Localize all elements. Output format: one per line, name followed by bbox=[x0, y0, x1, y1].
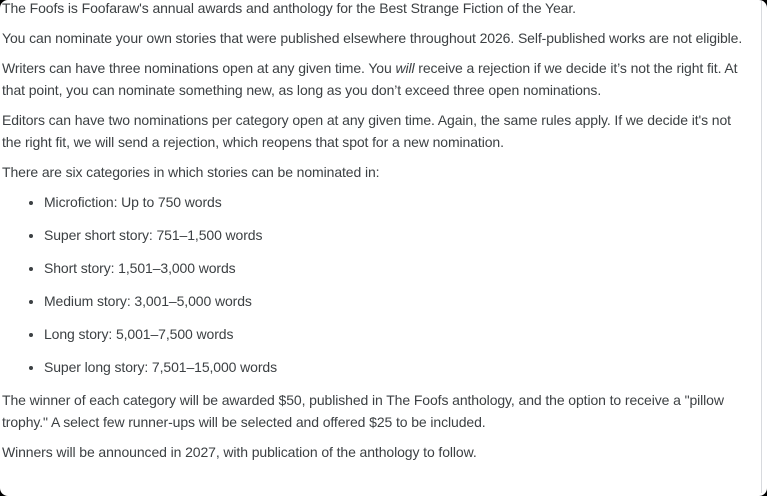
paragraph-writers-rule bbox=[2, 57, 753, 101]
writers-rule-text-before: Writers can have three nominations open at any given time. You bbox=[2, 60, 396, 76]
paragraph-prizes: The winner of each category will be awarded $50, published in The Foofs anthology, and the option to receive a "pillow trophy." A select few runner-ups will be selected and offered $25 to be included. bbox=[2, 392, 724, 430]
list-item-microfiction: • Microfiction: Up to 750 words bbox=[44, 191, 753, 213]
paragraph-categories-intro: There are six categories in which stories can be nominated in: bbox=[2, 164, 380, 180]
paragraph-intro: The Foofs is Foofaraw's annual awards and anthology for the Best Strange Fiction of the Year. bbox=[2, 0, 576, 16]
paragraph-editors-rule: Editors can have two nominations per category open at any given time. Again, the same rules apply. If we decide it's not the right fit, we will send a rejection, which reopens that spot for a new nomination. bbox=[2, 112, 731, 150]
writers-rule-text-after: receive a rejection if we decide it’s not the right fit. At that point, you can nominate something new, as long as you don’t exceed three open nominations. bbox=[2, 60, 738, 98]
list-item-long-story: • Long story: 5,001–7,500 words bbox=[44, 323, 753, 345]
list-item-super-long-story: • Super long story: 7,501–15,000 words bbox=[44, 356, 753, 378]
list-item-super-short-story: • Super short story: 751–1,500 words bbox=[44, 224, 753, 246]
paragraph-announcement: Winners will be announced in 2027, with publication of the anthology to follow. bbox=[2, 444, 477, 460]
list-item-medium-story: • Medium story: 3,001–5,000 words bbox=[44, 290, 753, 312]
paragraph-eligibility: You can nominate your own stories that were published elsewhere throughout 2026. Self-published works are not eligible. bbox=[2, 30, 743, 46]
list-item-short-story: • Short story: 1,501–3,000 words bbox=[44, 257, 753, 279]
writers-rule-italic-word: will bbox=[395, 60, 415, 76]
categories-list bbox=[2, 191, 753, 378]
